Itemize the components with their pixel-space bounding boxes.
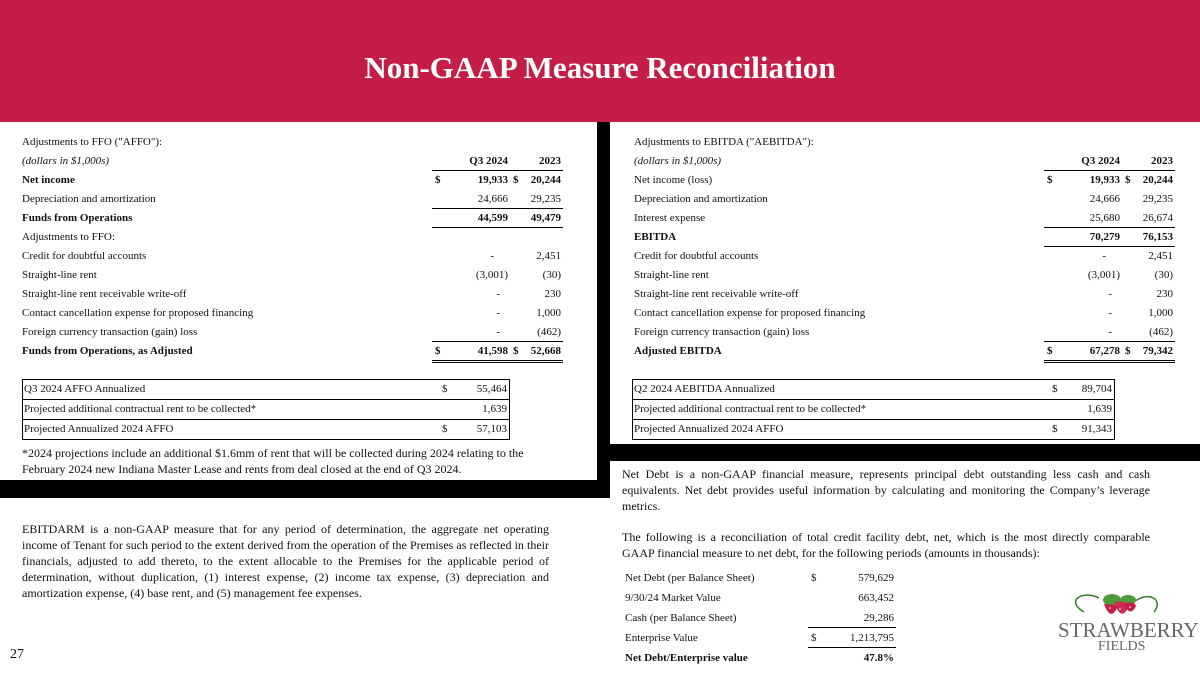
affo-heading: Adjustments to FFO ("AFFO"): [22,136,163,148]
row-value: 24,666 [477,193,508,205]
row-value: 70,279 [1089,231,1120,243]
row-value: 29,235 [530,193,561,205]
row-label: Interest expense [634,212,706,224]
dollar-sign: $ [442,423,448,435]
dollar-sign: $ [811,632,817,644]
row-value: 1,639 [1087,403,1112,415]
row-label: Depreciation and amortization [22,193,156,205]
row-value: 91,343 [1081,423,1112,435]
row-label: Credit for doubtful accounts [634,250,759,262]
table-row [634,266,1175,285]
aebitda-header-row [634,152,1175,171]
row-label: EBITDA [634,231,677,243]
table-row [634,209,1175,228]
row-label: Projected Annualized 2024 AFFO [634,423,784,435]
aebitda-units: (dollars in $1,000s) [634,155,722,167]
row-label: Foreign currency transaction (gain) loss [22,326,198,338]
row-value: 29,235 [1142,193,1173,205]
net-debt-reconciliation-intro: The following is a reconciliation of total credit facility debt, net, which is the most directly comparable GAAP financial measure to net debt, for the following periods (amounts in thousands): [622,530,1150,560]
table-row [22,285,563,304]
row-label: Straight-line rent [634,269,709,281]
row-value: 230 [1156,288,1173,300]
row-label: Straight-line rent receivable write-off [22,288,187,300]
table-row [622,588,896,608]
table-row [634,228,1175,247]
table-row [22,228,563,247]
row-value: 52,668 [530,345,561,357]
table-row [23,420,509,439]
page-title: Non-GAAP Measure Reconciliation [364,50,836,85]
row-value: 41,598 [477,345,508,357]
row-value: 20,244 [530,174,561,186]
vertical-divider [597,122,610,444]
dollar-sign: $ [513,345,519,357]
row-label: Projected Annualized 2024 AFFO [24,423,174,435]
table-row [633,400,1114,420]
dollar-sign: $ [1052,423,1058,435]
affo-col1-header: Q3 2024 [469,155,508,167]
affo-footnote: *2024 projections include an additional $1.6mm of rent that will be collected during 2024 relating to the February 2024 new Indiana Master Lease and rents from deal closed at the end of Q3 2024. [22,446,524,476]
affo-annualized-box [22,379,510,440]
table-row [622,568,896,588]
row-label: Depreciation and amortization [634,193,768,205]
page-number: 27 [10,647,24,662]
row-value: 49,479 [530,212,561,224]
row-value: - [1108,307,1112,319]
left-horizontal-divider [0,480,610,498]
table-row [22,266,563,285]
row-value: 29,286 [863,612,894,624]
row-value: 89,704 [1081,383,1112,395]
dollar-sign: $ [435,174,441,186]
row-label: Enterprise Value [625,632,698,644]
row-value: (30) [1154,269,1173,281]
row-label: Funds from Operations, as Adjusted [22,345,193,357]
dollar-sign: $ [513,174,519,186]
dollar-sign: $ [435,345,441,357]
row-value: 19,933 [1089,174,1120,186]
table-row [23,380,509,400]
table-row [634,304,1175,323]
row-value: 55,464 [476,383,507,395]
table-row [622,608,896,628]
row-label: Q3 2024 AFFO Annualized [24,383,146,395]
aebitda-annualized-box [632,379,1115,440]
row-value: (3,001) [475,269,508,281]
table-row [22,209,563,228]
row-label: Straight-line rent [22,269,97,281]
row-label: Foreign currency transaction (gain) loss [634,326,810,338]
row-value: (30) [542,269,561,281]
table-row [22,304,563,323]
table-row [633,420,1114,439]
row-label: Adjustments to FFO: [22,231,115,243]
affo-col2-header: 2023 [539,155,561,167]
row-label: Credit for doubtful accounts [22,250,147,262]
row-label: Net Debt/Enterprise value [625,652,748,664]
row-label: Contact cancellation expense for proposed financing [22,307,254,319]
dollar-sign: $ [442,383,448,395]
row-value: 25,680 [1089,212,1120,224]
row-value: 1,000 [536,307,561,319]
table-row [634,323,1175,342]
aebitda-table [634,133,1175,361]
strawberry-fields-logo [1054,590,1199,660]
row-value: - [1108,288,1112,300]
dollar-sign: $ [811,572,817,584]
table-row [22,171,563,190]
affo-header-row [22,152,563,171]
table-row [634,171,1175,190]
row-value: 26,674 [1142,212,1173,224]
logo-text-line2: FIELDS [1098,639,1146,654]
dollar-sign: $ [1047,174,1053,186]
row-value: 67,278 [1089,345,1120,357]
row-label: Net income [22,174,75,186]
ebitdarm-definition: EBITDARM is a non-GAAP measure that for any period of determination, the aggregate net operating income of Tenant for such period to the extent derived from the operation of the Premises as reflected in their financials, adjusted to add thereto, to the extent allocable to the Premises for the applicable period of determination, without duplication, (1) interest expense, (2) income tax expense, (3) depreciation and amortization expense, (4) base rent, and (5) management fee expenses. [22,522,549,600]
row-label: 9/30/24 Market Value [625,592,721,604]
row-label: Net income (loss) [634,174,713,186]
affo-table [22,133,563,361]
row-label: Contact cancellation expense for proposed financing [634,307,866,319]
row-value: 1,639 [482,403,507,415]
row-label: Straight-line rent receivable write-off [634,288,799,300]
table-row [634,285,1175,304]
net-debt-definition: Net Debt is a non-GAAP financial measure, represents principal debt outstanding less cash and cash equivalents. Net debt provides useful information by calculating and monitoring the Company’s leverage metrics. [622,467,1150,513]
row-value: 24,666 [1089,193,1120,205]
table-row [22,190,563,209]
right-horizontal-divider [597,444,1200,461]
row-value: 44,599 [477,212,508,224]
row-value: - [490,250,494,262]
table-row [634,342,1175,361]
table-row [634,190,1175,209]
row-label: Net Debt (per Balance Sheet) [625,572,755,584]
row-value: - [496,288,500,300]
row-label: Projected additional contractual rent to be collected* [634,403,867,415]
row-value: 579,629 [858,572,894,584]
row-value: 79,342 [1142,345,1173,357]
row-value: 1,000 [1148,307,1173,319]
row-label: Adjusted EBITDA [634,345,722,357]
row-value: (462) [537,326,561,338]
row-value: 57,103 [476,423,507,435]
row-value: - [1108,326,1112,338]
row-label: Q2 2024 AEBITDA Annualized [634,383,775,395]
row-label: Cash (per Balance Sheet) [625,612,737,624]
table-row [622,648,896,668]
row-value: 20,244 [1142,174,1173,186]
dollar-sign: $ [1125,345,1131,357]
dollar-sign: $ [1047,345,1053,357]
affo-heading-row [22,133,563,152]
row-value: (3,001) [1087,269,1120,281]
aebitda-col2-header: 2023 [1151,155,1173,167]
row-value: 1,213,795 [850,632,894,644]
row-value: 76,153 [1142,231,1173,243]
aebitda-heading: Adjustments to EBITDA ("AEBITDA"): [634,136,814,148]
row-label: Projected additional contractual rent to be collected* [24,403,257,415]
table-row [22,323,563,342]
row-value: 230 [544,288,561,300]
row-label: Funds from Operations [22,212,133,224]
dollar-sign: $ [1052,383,1058,395]
table-row [622,628,896,648]
affo-units: (dollars in $1,000s) [22,155,110,167]
table-row [633,380,1114,400]
table-row [23,400,509,420]
dollar-sign: $ [1125,174,1131,186]
row-value: 2,451 [1148,250,1173,262]
row-value: - [496,307,500,319]
net-debt-table [622,568,896,668]
logo-text-line1: STRAWBERRY [1058,618,1199,642]
row-value: - [1102,250,1106,262]
table-row [22,342,563,361]
table-row [22,247,563,266]
row-value: 19,933 [477,174,508,186]
row-value: 47.8% [863,652,894,664]
table-row [634,247,1175,266]
row-value: 663,452 [858,592,894,604]
aebitda-col1-header: Q3 2024 [1081,155,1120,167]
row-value: - [496,326,500,338]
row-value: 2,451 [536,250,561,262]
aebitda-heading-row [634,133,1175,152]
row-value: (462) [1149,326,1173,338]
